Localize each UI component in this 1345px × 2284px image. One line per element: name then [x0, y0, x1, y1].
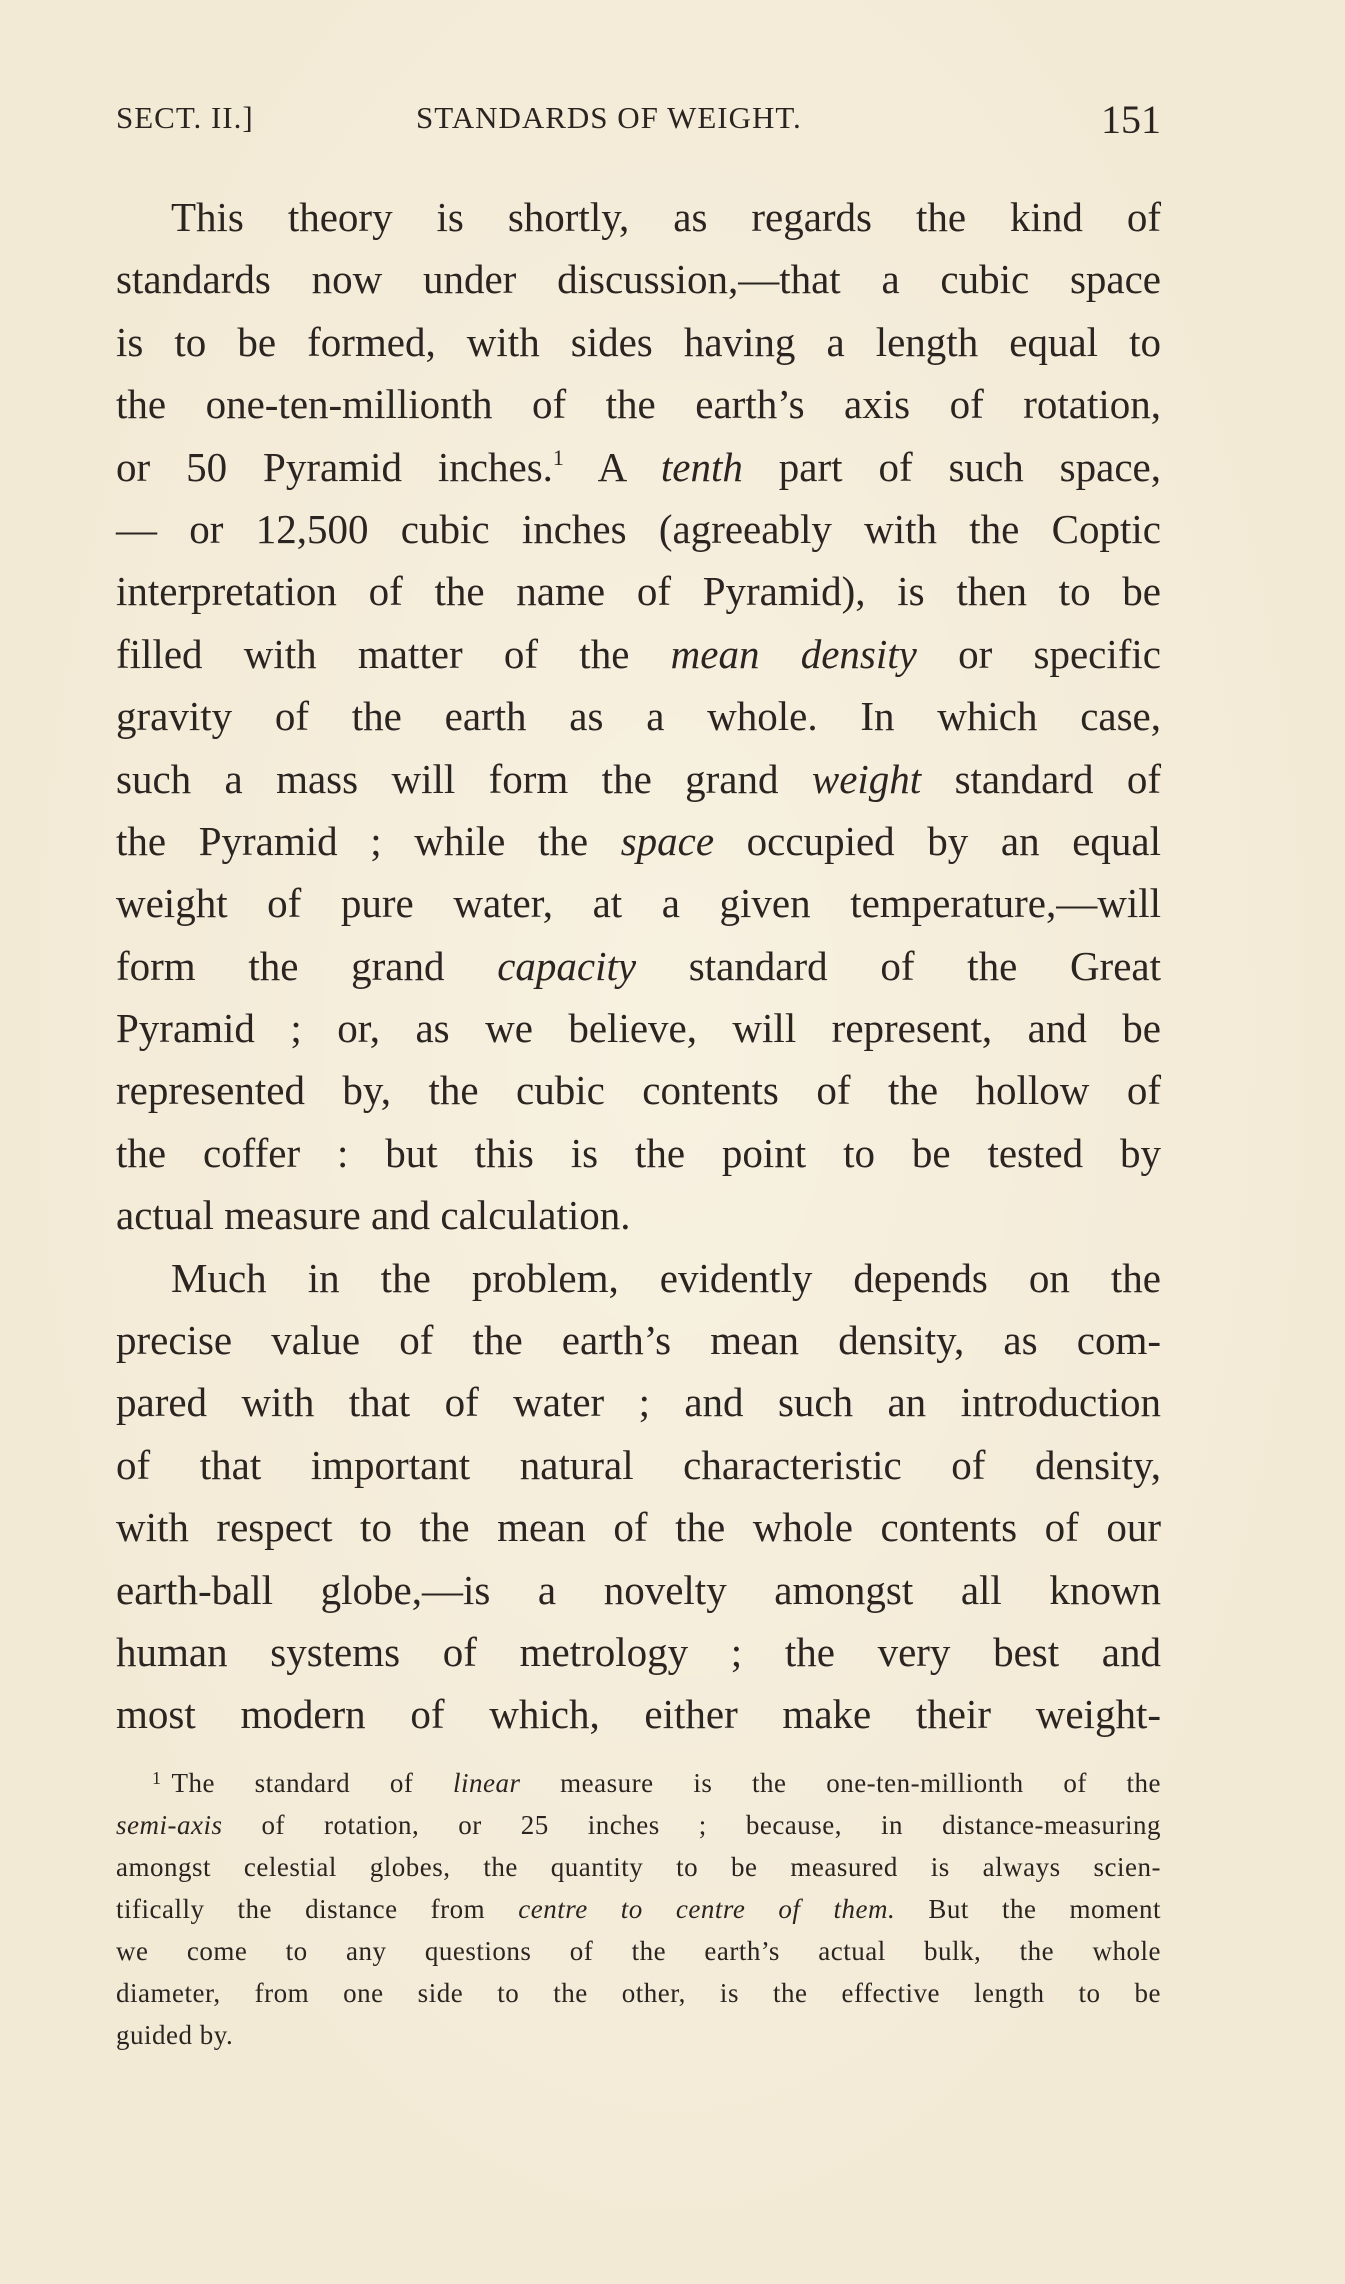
- footnote-line: guided by.: [116, 2020, 234, 2050]
- text-line: Much in the problem, evidently depends on the: [171, 1254, 1161, 1301]
- text-line: represented by, the cubic contents of the hollow of: [116, 1067, 1161, 1114]
- text-line: form the grand capacity standard of the Great: [116, 942, 1161, 989]
- page-number: 151: [1101, 97, 1161, 142]
- text-line: human systems of metrology ; the very best and: [116, 1628, 1161, 1675]
- text-line: filled with matter of the mean density or specific: [116, 630, 1161, 677]
- text-line: standards now under discussion,—that a cubic space: [116, 256, 1161, 303]
- text-line: the coffer : but this is the point to be tested by: [116, 1129, 1161, 1176]
- text-line: the one-ten-millionth of the earth’s axis of rotation,: [116, 381, 1161, 428]
- footnote-marker: 1: [152, 1768, 162, 1788]
- text-line: actual measure and calculation.: [116, 1192, 631, 1239]
- footnote-line: diameter, from one side to the other, is the effective length to be: [116, 1978, 1161, 2008]
- text-line: such a mass will form the grand weight standard of: [116, 755, 1161, 802]
- text-line: the Pyramid ; while the space occupied by an equal: [116, 817, 1162, 864]
- text-line: of that important natural characteristic of density,: [116, 1441, 1161, 1488]
- footnote-line: we come to any questions of the earth’s actual bulk, the whole: [116, 1936, 1161, 1966]
- text-line: earth-ball globe,—is a novelty amongst all known: [116, 1566, 1161, 1613]
- text-line: This theory is shortly, as regards the kind of: [171, 194, 1161, 240]
- footnote-line: semi-axis of rotation, or 25 inches ; because, in distance-measuring: [116, 1810, 1161, 1840]
- body-text: [116, 186, 1161, 1746]
- text-line: with respect to the mean of the whole contents of our: [116, 1504, 1161, 1551]
- footnote: [116, 1762, 1161, 2056]
- chapter-title: STANDARDS OF WEIGHT.: [416, 100, 802, 135]
- footnote-line: $^1$ The standard of linear measure is the one-ten-millionth of the: [152, 1768, 1161, 1798]
- text-line: gravity of the earth as a whole. In which case,: [116, 693, 1161, 740]
- text-line: precise value of the earth’s mean density, as com-: [116, 1317, 1161, 1364]
- footnote-line: tifically the distance from centre to centre of them. But the moment: [116, 1894, 1162, 1924]
- text-line: most modern of which, either make their weight-: [116, 1691, 1161, 1738]
- running-head: [116, 97, 1161, 150]
- section-label: SECT. II.]: [116, 100, 254, 135]
- text-line: Pyramid ; or, as we believe, will represent, and be: [116, 1005, 1161, 1052]
- text-line: is to be formed, with sides having a length equal to: [116, 318, 1161, 365]
- text-line: — or 12,500 cubic inches (agreeably with the Coptic: [116, 505, 1161, 552]
- text-line: weight of pure water, at a given temperature,—will: [116, 880, 1161, 927]
- text-line: interpretation of the name of Pyramid), is then to be: [116, 568, 1161, 615]
- text-line: pared with that of water ; and such an introduction: [116, 1379, 1161, 1426]
- footnote-line: amongst celestial globes, the quantity to be measured is always scien-: [116, 1852, 1161, 1882]
- text-line: or 50 Pyramid inches.$^1$ A tenth part of such space,: [116, 443, 1161, 490]
- footnote-reference: 1: [552, 444, 564, 470]
